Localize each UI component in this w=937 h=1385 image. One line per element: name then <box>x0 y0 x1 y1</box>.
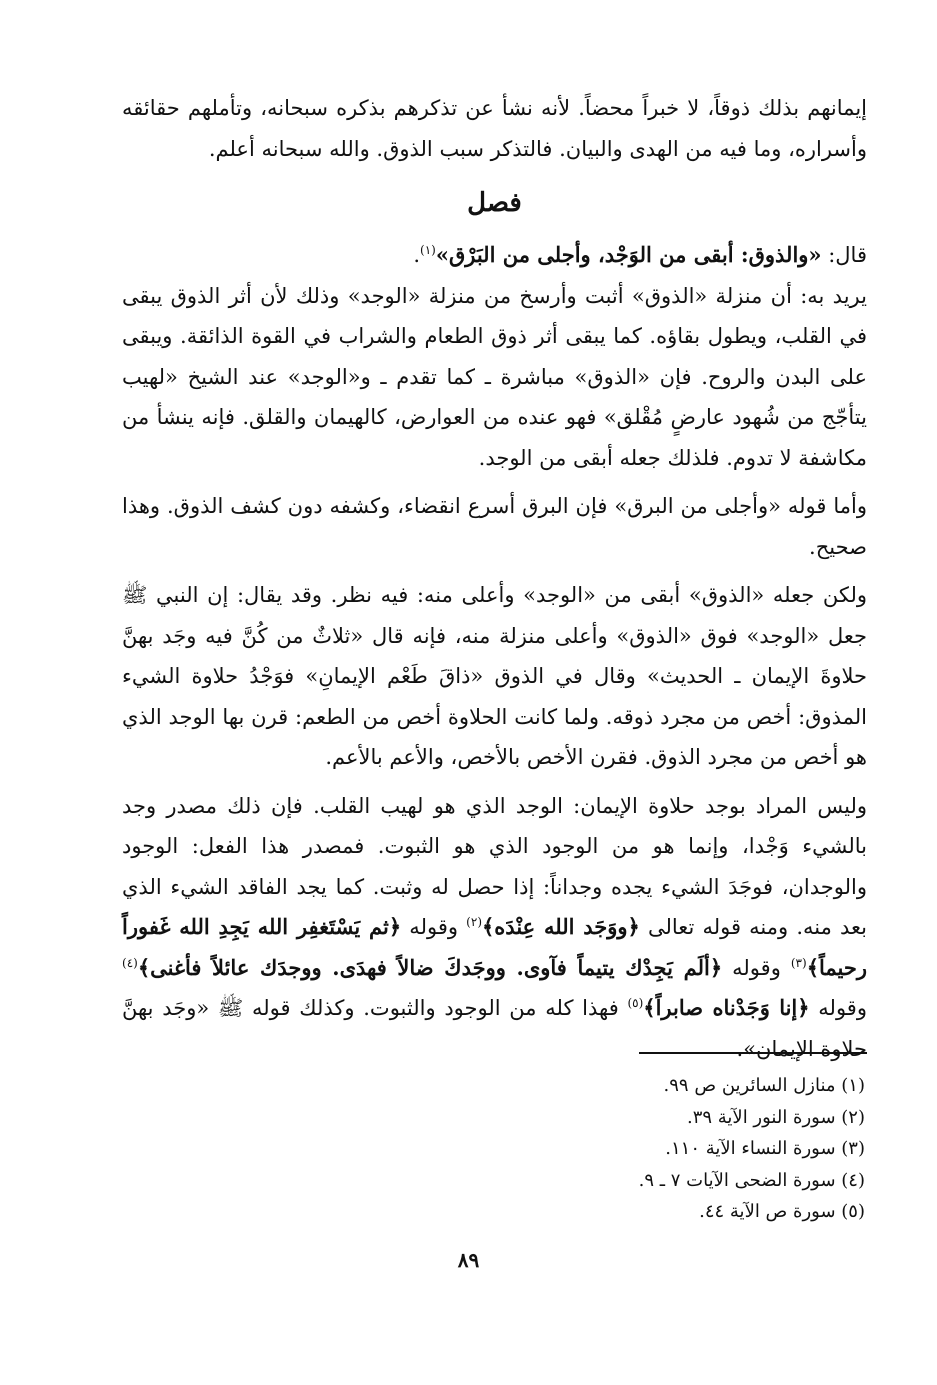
continuation-paragraph: إيمانهم بذلك ذوقاً، لا خبراً محضاً. لأنه نشأ عن تذكرهم بذكره سبحانه، وتأملهم حقائقه وأسراره، وما فيه من الهدى والبيان. فالتذكر سبب الذوق. والله سبحانه أعلم. <box>122 96 867 161</box>
paragraph-4-part-1: وليس المراد بوجد حلاوة الإيمان: الوجد الذي هو لهيب القلب. فإن ذلك مصدر وجد بالشيء وَجْدا، وإنما هو من الوجود الذي هو الثبوت. فمصدر هذا الفعل: الوجود والوجدان، فوجَدَ الشيء يجده وجداناً: إذا حصل له وثبت. كما يجد الفاقد الشيء الذي بعد منه. ومنه قوله تعالى <box>122 793 867 939</box>
quran-verse-3: ﴿ألَم يَجِدْك يتيماً فآوى. ووجَدكَ ضالاً فهدَى. ووجدَك عائلاً فأغنى﴾ <box>137 954 723 980</box>
footnote-item: (٢) سورة النور الآية ٣٩. <box>686 1106 865 1128</box>
quran-verse-4: ﴿إنا وَجَدْناه صابراً﴾ <box>643 995 810 1020</box>
page-body <box>122 88 867 1069</box>
paragraph-4 <box>122 786 867 1070</box>
page-number: ٨٩ <box>457 1248 480 1272</box>
footnote-item: (١) منازل السائرين ص ٩٩. <box>663 1075 865 1096</box>
quote-end: . <box>413 243 421 267</box>
paragraph-4-part-3: وقوله <box>722 955 791 980</box>
footnote-ref-1: (١) <box>420 243 436 257</box>
footnote-ref-3: (٣) <box>790 955 807 970</box>
footnote-item: (٣) سورة النساء الآية ١١٠. <box>665 1138 865 1159</box>
paragraph-3: ولكن جعله «الذوق» أبقى من «الوجد» وأعلى منه: فيه نظر. وقد يقال: إن النبي ﷺ جعل «الوجد» فوق «الذوق» وأعلى منزلة منه، فإنه قال «ثلاثٌ من كُنَّ فيه وجَد بهنَّ حلاوةَ الإيمان ـ الحديث» وقال في الذوق «ذاقَ طَعْم الإيمانِ» فوَجْدُ حلاوة الشيء المذوق: أخص من مجرد ذوقه. ولما كانت الحلاوة أخص من الطعم: قرن بها الوجد الذي هو أخص من مجرد الذوق. فقرن الأخص بالأخص، والأعم بالأعم. <box>122 583 868 769</box>
paragraph-4-part-5: فهذا كله من الوجود والثبوت. وكذلك قوله ﷺ «وجَد بهنَّ حلاوة الإيمان». <box>122 996 867 1061</box>
footnote-separator <box>639 1052 867 1054</box>
quote-text: «والذوق: أبقى من الوَجْد، وأجلى من البَرْق» <box>435 242 822 267</box>
footnotes-list <box>365 1070 865 1228</box>
footnote-ref-5: (٥) <box>627 996 644 1010</box>
quran-verse-1: ﴿ووَجَد الله عِنْدَه﴾ <box>482 914 640 939</box>
quran-verse-2: ﴿ثم يَسْتَغفِر الله يَجِدِ الله غَفوراً رحيماً﴾ <box>122 914 867 980</box>
section-heading: فصل <box>467 188 522 218</box>
footnote-item: (٤) سورة الضحى الآيات ٧ ـ ٩. <box>638 1169 865 1191</box>
footnote-ref-4: (٤) <box>122 955 138 970</box>
paragraph-1: يريد به: أن منزلة «الذوق» أثبت وأرسخ من منزلة «الوجد» وذلك لأن أثر الذوق يبقى في القلب، ويطول بقاؤه. كما يبقى أثر ذوق الطعام والشراب في القوة الذائقة. ويبقى على البدن والروح. فإن «الذوق» مباشرة ـ كما تقدم ـ و«الوجد» عند الشيخ «لهيب يتأجّج من شُهود عارضٍ مُقْلق» فهو عنده من العوارض، كالهيمان والقلق. فإنه ينشأ من مكاشفة لا تدوم. فلذلك جعله أبقى من الوجد. <box>122 283 867 470</box>
paragraph-4-part-4: وقوله <box>809 996 867 1020</box>
quote-line <box>122 235 867 276</box>
quote-prefix: قال: <box>821 243 867 267</box>
paragraph-2: وأما قوله «وأجلى من البرق» فإن البرق أسرع انقضاء، وكشفه دون كشف الذوق. وهذا صحيح. <box>122 494 867 559</box>
footnote-ref-2: (٢) <box>466 915 482 929</box>
paragraph-4-part-2: وقوله <box>401 915 467 939</box>
footnote-item: (٥) سورة ص الآية ٤٤. <box>699 1201 865 1222</box>
